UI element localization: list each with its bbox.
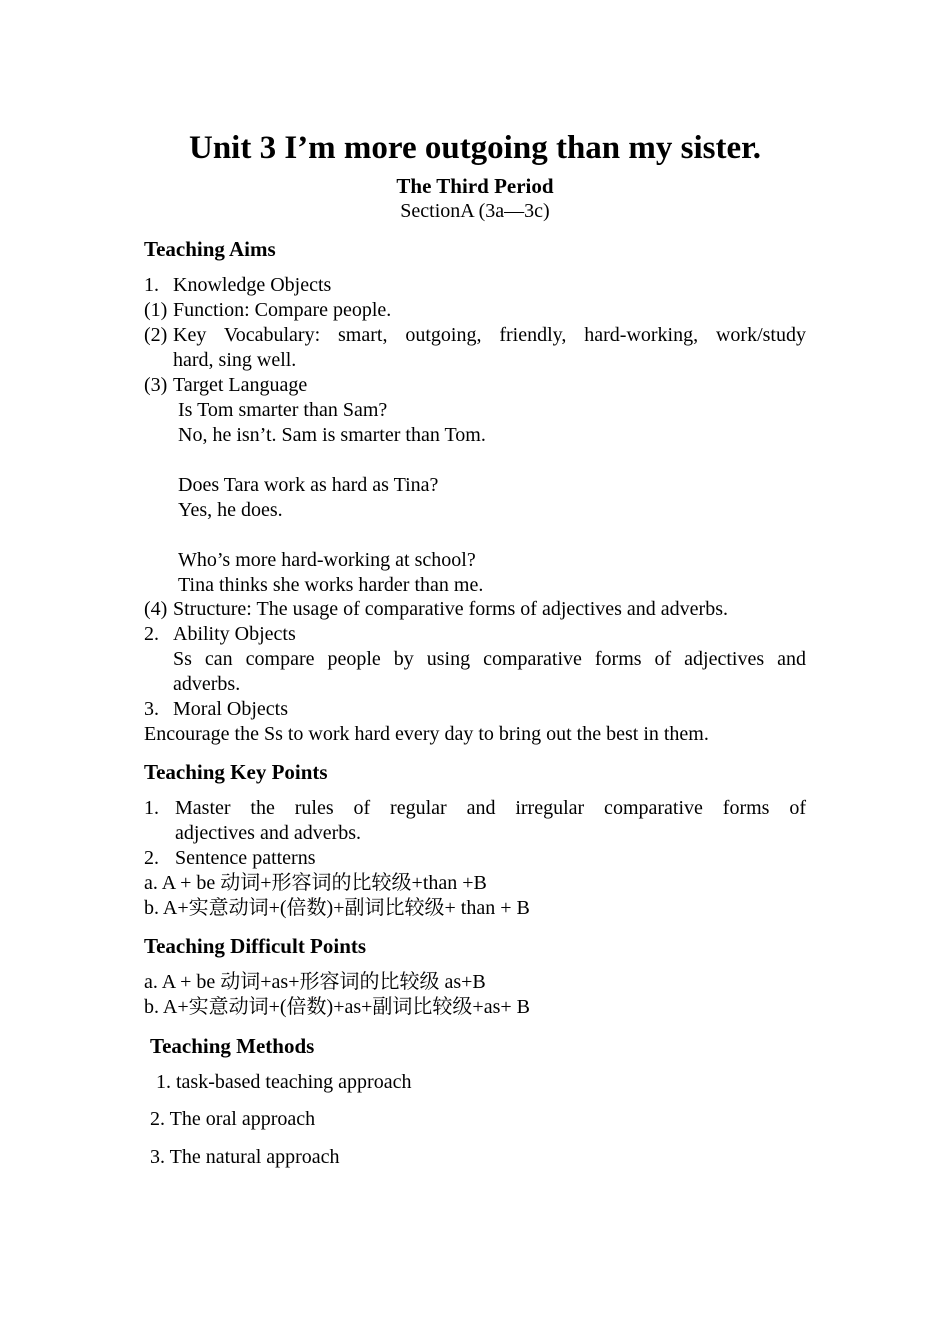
knowledge-number: 1. [144,274,159,296]
item-number: (4) [144,598,168,620]
structure-item: Structure: The usage of comparative forms of adjectives and adverbs. [173,598,728,620]
ability-text-line1: Ss can compare people by using comparative forms of adjectives and [173,648,806,670]
target-sentence: No, he isn’t. Sam is smarter than Tom. [178,424,486,446]
item-number: (1) [144,299,168,321]
target-sentence: Yes, he does. [178,499,283,521]
key-point-line1: Master the rules of regular and irregular comparative forms of [175,797,806,819]
moral-number: 3. [144,698,159,720]
key-point-number: 2. [144,847,159,869]
section-label: SectionA (3a—3c) [400,200,550,222]
function-item: Function: Compare people. [173,299,392,321]
teaching-aims-heading: Teaching Aims [144,237,276,261]
vocabulary-item-line2: hard, sing well. [173,349,297,371]
ability-text-line2: adverbs. [173,673,241,695]
method-item: 2. The oral approach [150,1108,316,1130]
difficult-pattern: a. A + be 动词+as+形容词的比较级 as+B [144,971,486,993]
target-sentence: Does Tara work as hard as Tina? [178,474,439,496]
method-item: 3. The natural approach [150,1146,340,1168]
document-title: Unit 3 I’m more outgoing than my sister. [188,130,761,166]
item-number: (2) [144,324,168,346]
key-pattern: b. A+实意动词+(倍数)+副词比较级+ than + B [144,897,530,919]
sentence-patterns-label: Sentence patterns [175,847,316,869]
key-pattern: a. A + be 动词+形容词的比较级+than +B [144,872,487,894]
target-sentence: Is Tom smarter than Sam? [178,399,388,421]
key-points-heading: Teaching Key Points [144,760,328,784]
vocabulary-item-line1: Key Vocabulary: smart, outgoing, friendly, hard-working, work/study [173,324,806,346]
method-item: 1. task-based teaching approach [156,1071,412,1093]
target-sentence: Tina thinks she works harder than me. [178,574,484,596]
key-point-number: 1. [144,797,159,819]
knowledge-objects-label: Knowledge Objects [173,274,332,296]
target-language-item: Target Language [173,374,308,396]
key-point-line2: adjectives and adverbs. [175,822,362,844]
ability-objects-label: Ability Objects [173,623,296,645]
period-subtitle: The Third Period [396,174,554,198]
difficult-points-heading: Teaching Difficult Points [144,934,367,958]
item-number: (3) [144,374,168,396]
moral-objects-label: Moral Objects [173,698,288,720]
teaching-methods-heading: Teaching Methods [150,1034,315,1058]
ability-number: 2. [144,623,159,645]
difficult-pattern: b. A+实意动词+(倍数)+as+副词比较级+as+ B [144,996,530,1018]
moral-text: Encourage the Ss to work hard every day to bring out the best in them. [144,723,709,745]
target-sentence: Who’s more hard-working at school? [178,549,476,571]
